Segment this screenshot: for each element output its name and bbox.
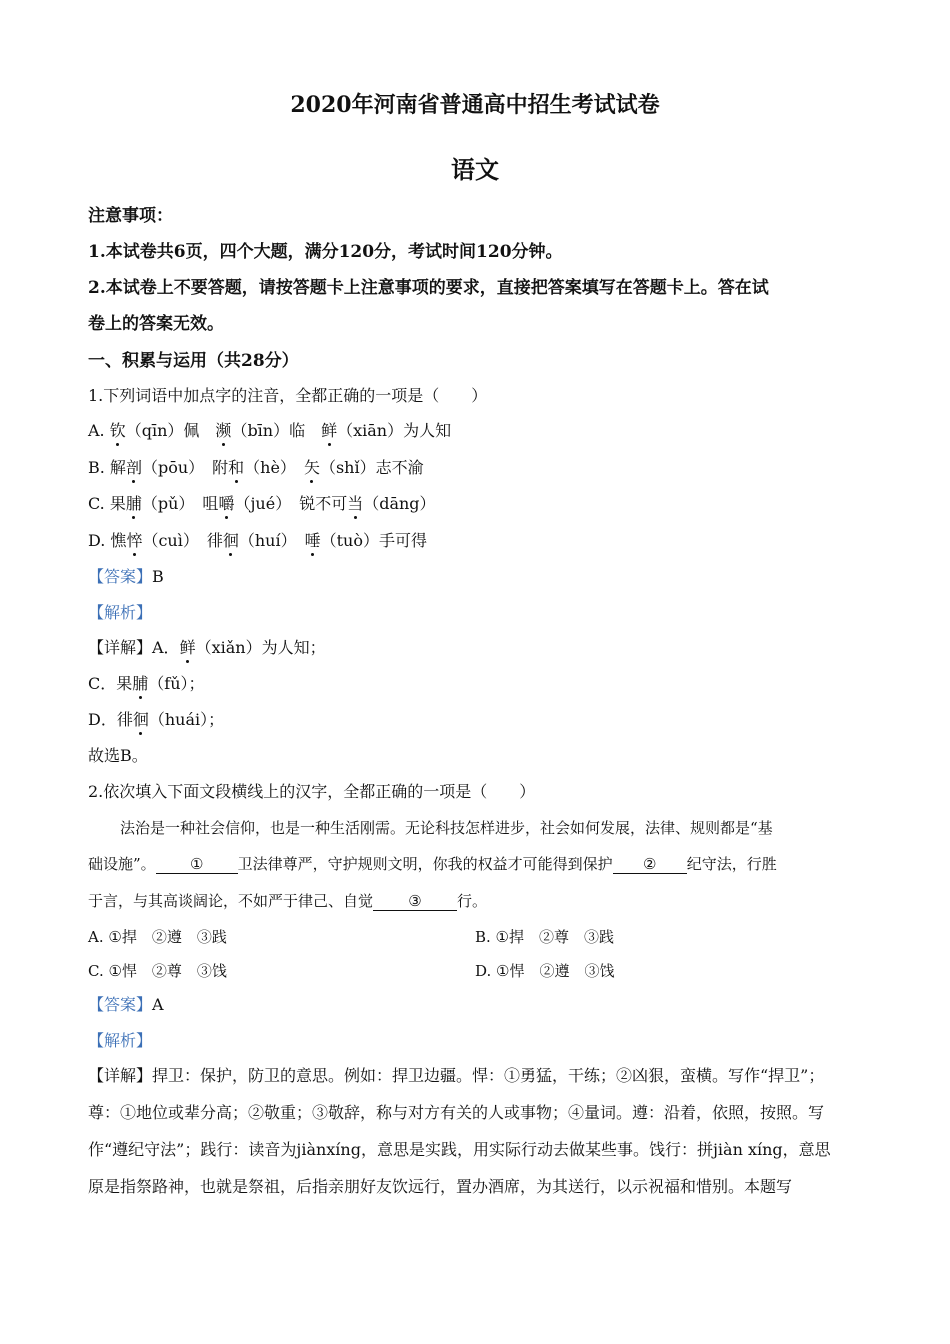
notice-heading: 注意事项： bbox=[88, 206, 173, 226]
blank-1: ① bbox=[156, 855, 238, 874]
dotted-char: 矢 bbox=[303, 458, 320, 477]
answer-value: B bbox=[152, 567, 164, 586]
blank-2: ② bbox=[613, 855, 687, 874]
option-text: （qīn）佩 bbox=[125, 421, 216, 440]
blank-3: ③ bbox=[373, 892, 457, 911]
dotted-char: 鲜 bbox=[321, 421, 338, 440]
detail-text: （huái）； bbox=[148, 710, 225, 729]
q1-detail-c bbox=[88, 673, 205, 695]
notice-item-1: 1.本试卷共6页，四个大题，满分120分，考试时间120分钟。 bbox=[88, 242, 563, 262]
exam-title: 2020年河南省普通高中招生考试试卷 bbox=[290, 92, 660, 118]
passage-text: 础设施”。 bbox=[88, 855, 156, 873]
q2-option-c: C. ①悍 ②尊 ③饯 bbox=[88, 962, 227, 980]
q2-detail-line-3: 作“遵纪守法”；践行：读音为jiànxíng，意思是实践，用实际行动去做某些事。饯行：拼jiàn xíng，意思 bbox=[88, 1140, 831, 1159]
dotted-char: 脯 bbox=[132, 674, 149, 693]
option-text: D. 憔 bbox=[88, 531, 127, 550]
option-text: C. 果 bbox=[88, 494, 126, 513]
q2-answer bbox=[88, 994, 164, 1016]
q1-option-c bbox=[88, 493, 436, 515]
detail-text: C．果 bbox=[88, 674, 133, 693]
dotted-char: 当 bbox=[347, 494, 364, 513]
q2-option-d: D. ①悍 ②遵 ③饯 bbox=[475, 962, 615, 980]
dotted-char: 徊 bbox=[222, 531, 239, 550]
dotted-char: 剖 bbox=[125, 458, 142, 477]
option-text: B. 解 bbox=[88, 458, 126, 477]
option-text: （pǔ） 咀 bbox=[141, 494, 219, 513]
notice-item-2-line-1: 2.本试卷上不要答题，请按答题卡上注意事项的要求，直接把答案填写在答题卡上。答在试 bbox=[88, 278, 769, 298]
passage-text: 行。 bbox=[457, 892, 488, 910]
detail-text: （xiǎn）为人知； bbox=[195, 638, 326, 657]
answer-value: A bbox=[152, 995, 164, 1014]
q2-options-row-1 bbox=[88, 926, 868, 948]
q1-detail-a bbox=[88, 637, 326, 659]
option-text: （dāng） bbox=[363, 494, 436, 513]
dotted-char: 脯 bbox=[125, 494, 142, 513]
q2-stem: 2.依次填入下面文段横线上的汉字，全都正确的一项是（ ） bbox=[88, 782, 536, 801]
subject-title: 语文 bbox=[451, 155, 499, 184]
passage-text: 于言，与其高谈阔论，不如严于律己、自觉 bbox=[88, 892, 374, 910]
option-text: （xiān）为人知 bbox=[337, 421, 452, 440]
q2-options-row-2 bbox=[88, 960, 868, 982]
q2-passage-line-1: 法治是一种社会信仰，也是一种生活刚需。无论科技怎样进步，社会如何发展，法律、规则都是“基 bbox=[120, 819, 773, 837]
q1-stem: 1.下列词语中加点字的注音，全都正确的一项是（ ） bbox=[88, 386, 488, 405]
q1-option-d bbox=[88, 530, 427, 552]
q2-detail-line-1: 【详解】捍卫：保护，防卫的意思。例如：捍卫边疆。悍：①勇猛，干练；②凶狠，蛮横。写作“捍卫”； bbox=[88, 1066, 825, 1085]
q1-option-b bbox=[88, 457, 424, 479]
dotted-char: 鲜 bbox=[179, 638, 196, 657]
q2-option-a: A. ①捍 ②遵 ③践 bbox=[88, 928, 227, 946]
q1-option-a bbox=[88, 420, 451, 442]
q1-detail-d bbox=[88, 709, 224, 731]
detail-text: （fǔ）； bbox=[148, 674, 205, 693]
q1-conclusion: 故选B。 bbox=[88, 746, 148, 765]
q2-passage-line-2 bbox=[88, 853, 777, 875]
dotted-char: 徊 bbox=[132, 710, 149, 729]
option-text: （pōu） 附 bbox=[141, 458, 229, 477]
dotted-char: 濒 bbox=[215, 421, 232, 440]
option-text: （huí） bbox=[238, 531, 305, 550]
option-text: （jué） 锐不可 bbox=[234, 494, 348, 513]
option-text: （hè） bbox=[244, 458, 304, 477]
q2-passage-line-3 bbox=[88, 890, 487, 912]
section-heading: 一、积累与运用（共28分） bbox=[88, 351, 299, 371]
q2-detail-line-2: 尊：①地位或辈分高；②敬重；③敬辞，称与对方有关的人或事物；④量词。遵：沿着，依照，按照。写 bbox=[88, 1103, 825, 1122]
option-text: （cuì） 徘 bbox=[142, 531, 223, 550]
detail-text: D．徘 bbox=[88, 710, 133, 729]
option-text: （tuò）手可得 bbox=[320, 531, 427, 550]
option-text: （bīn）临 bbox=[231, 421, 322, 440]
q1-analysis-tag: 【解析】 bbox=[88, 603, 153, 622]
answer-tag: 【答案】 bbox=[88, 567, 153, 586]
option-text: （shǐ）志不渝 bbox=[319, 458, 424, 477]
dotted-char: 和 bbox=[228, 458, 245, 477]
detail-text: 【详解】A． bbox=[88, 638, 180, 657]
dotted-char: 钦 bbox=[109, 421, 126, 440]
option-letter: A. bbox=[88, 421, 110, 440]
passage-text: 卫法律尊严，守护规则文明，你我的权益才可能得到保护 bbox=[237, 855, 613, 873]
dotted-char: 悴 bbox=[126, 531, 143, 550]
passage-text: 纪守法，行胜 bbox=[686, 855, 777, 873]
q2-analysis-tag: 【解析】 bbox=[88, 1031, 153, 1050]
q2-detail-line-4: 原是指祭路神，也就是祭祖，后指亲朋好友饮远行，置办酒席，为其送行，以示祝福和惜别。本题写 bbox=[88, 1177, 793, 1196]
notice-item-2-line-2: 卷上的答案无效。 bbox=[88, 314, 224, 334]
q2-option-b: B. ①捍 ②尊 ③践 bbox=[475, 928, 615, 946]
dotted-char: 唾 bbox=[304, 531, 321, 550]
q1-answer bbox=[88, 566, 164, 588]
answer-tag: 【答案】 bbox=[88, 995, 153, 1014]
dotted-char: 嚼 bbox=[218, 494, 235, 513]
